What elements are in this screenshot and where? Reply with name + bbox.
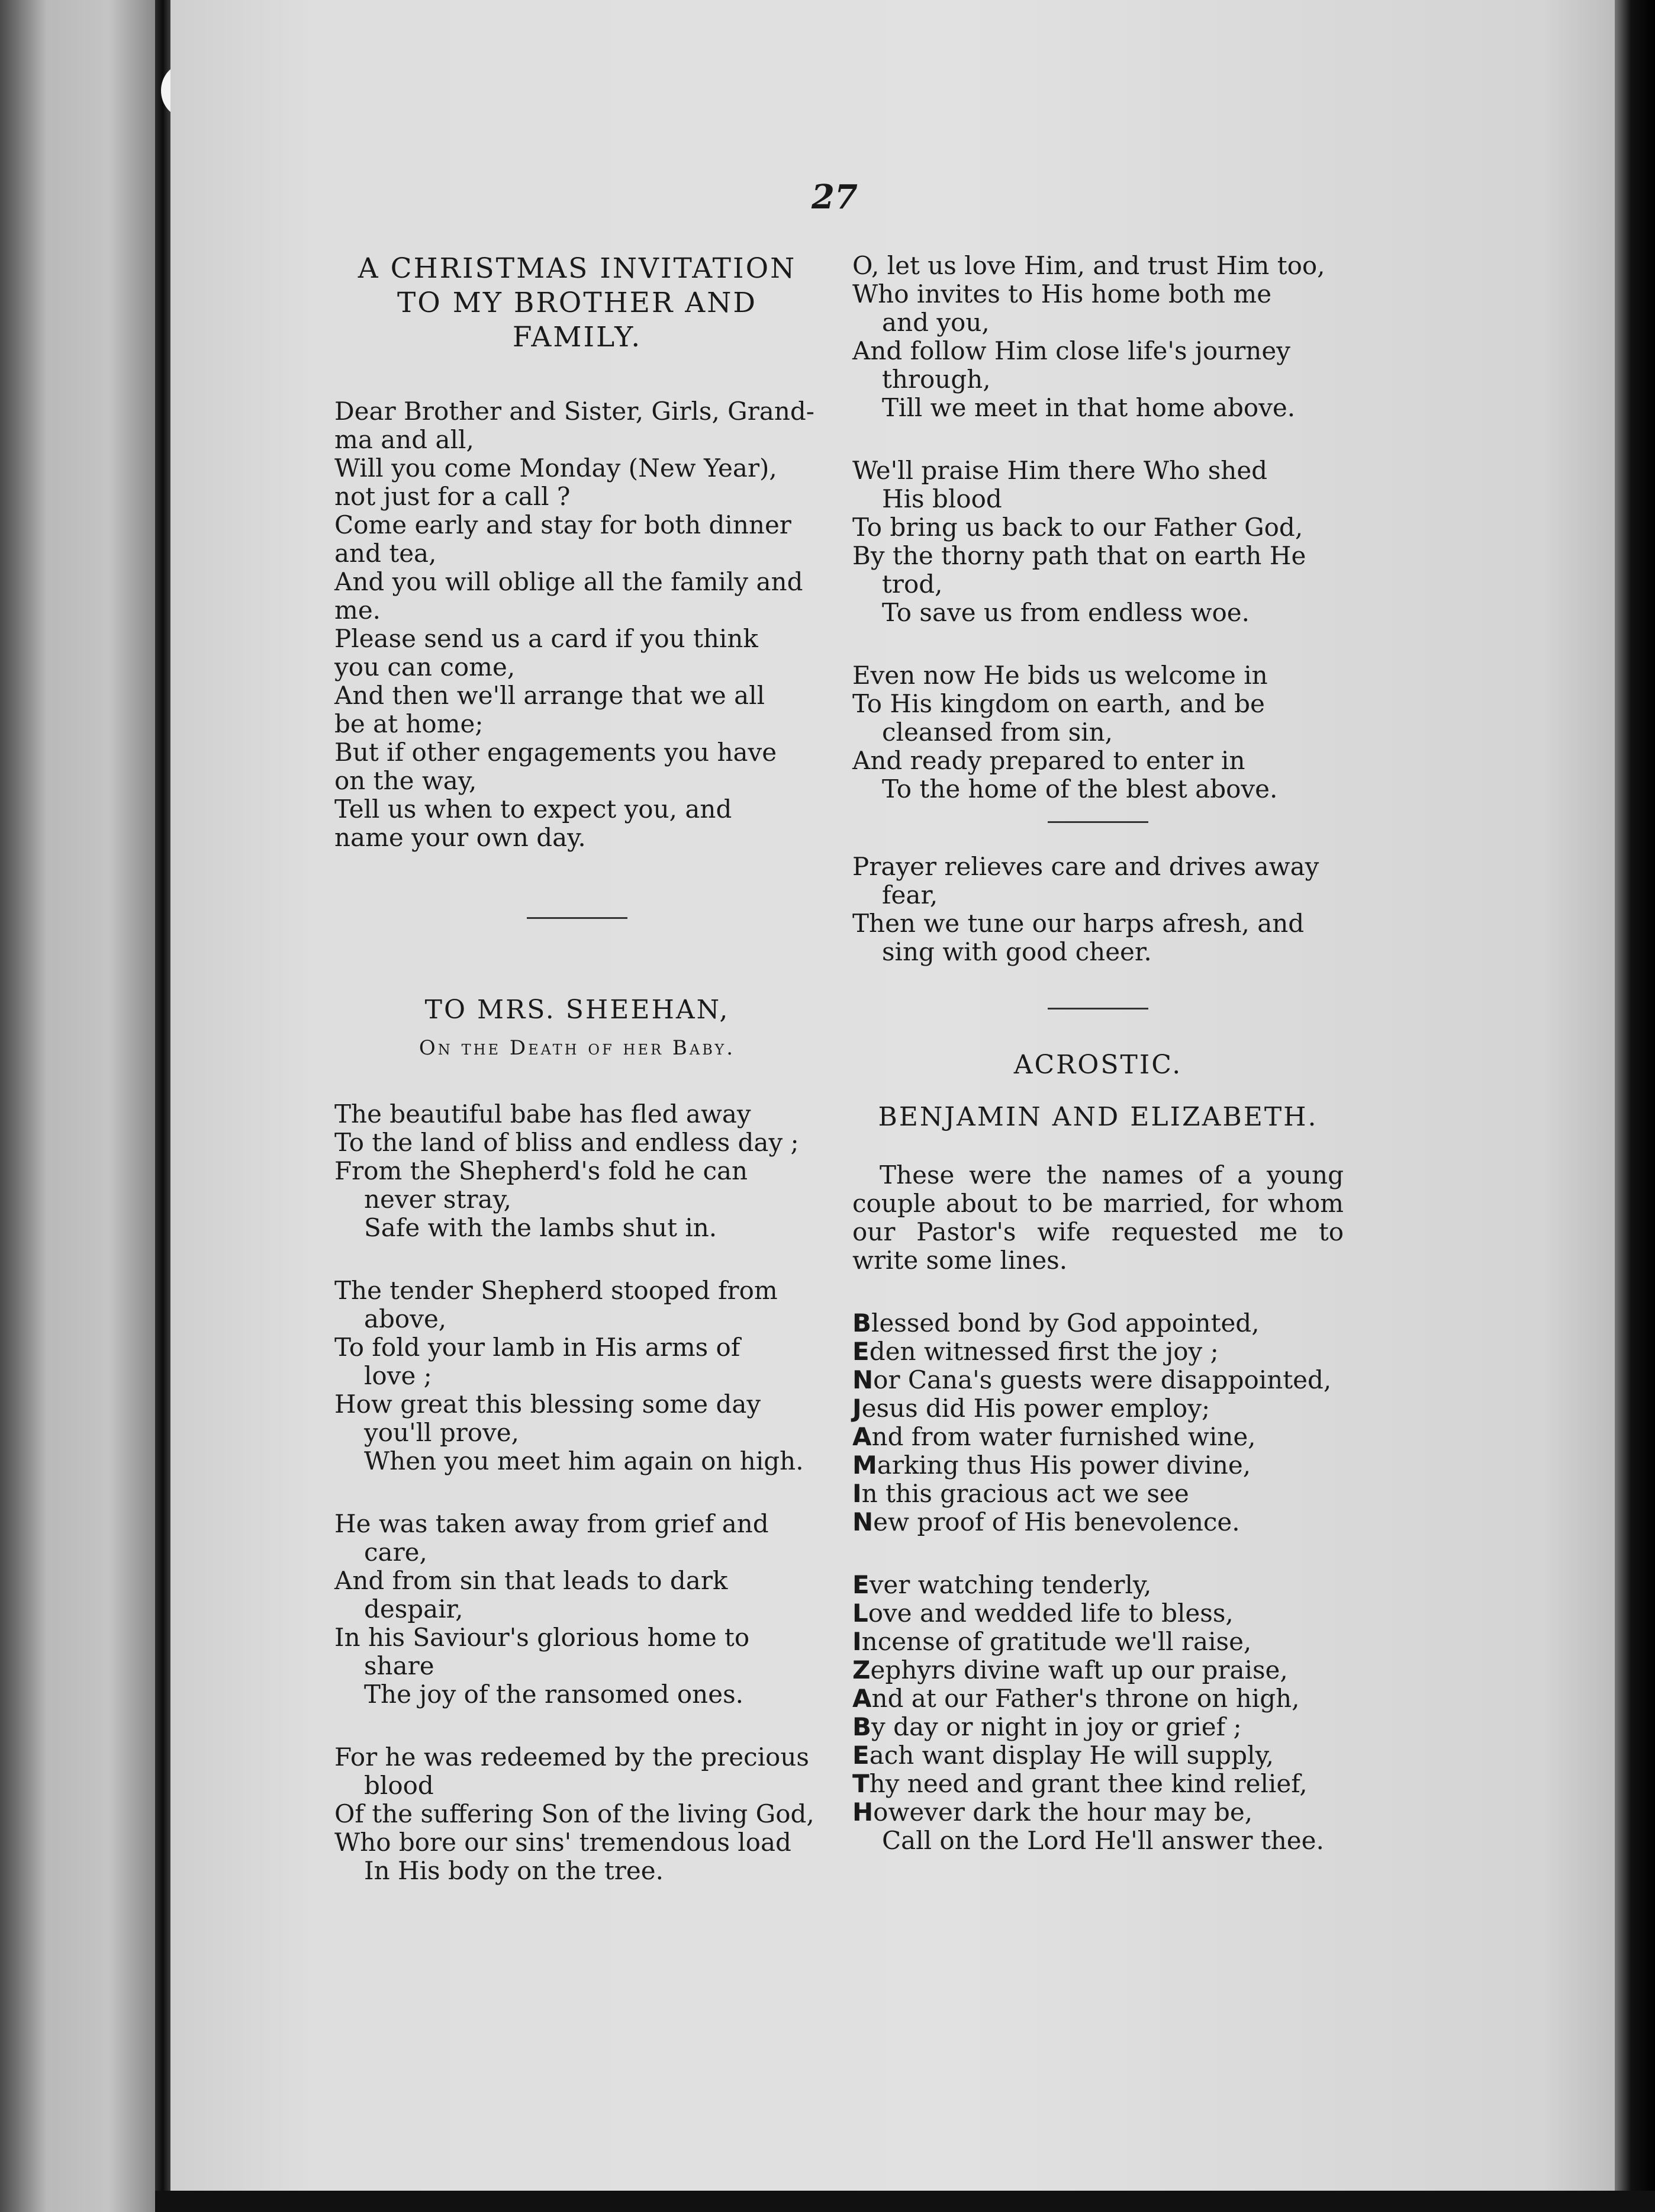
poem-line: When you meet him again on high. (364, 1446, 804, 1475)
acrostic-line: Blessed bond by God appointed, (852, 1308, 1260, 1338)
continued-stanza-2 (852, 456, 1344, 627)
prayer-couplet (852, 853, 1344, 966)
title-line: TO MY BROTHER AND (397, 287, 758, 319)
poem-line: How great this blessing some day (334, 1390, 761, 1419)
acrostic-closing-line: Call on the Lord He'll answer thee. (882, 1826, 1324, 1855)
acrostic-intro: These were the names of a young couple about to be married, for whom our Pastor's wife requested me to write some lines. (852, 1160, 1344, 1275)
acrostic-line: Incense of gratitude we'll raise, (852, 1627, 1252, 1656)
poem-line: Even now He bids us welcome in (852, 661, 1268, 690)
poem-line: To save us from endless woe. (882, 598, 1250, 627)
poem-line: And ready prepared to enter in (852, 746, 1245, 775)
poem-line: To bring us back to our Father God, (852, 513, 1303, 542)
poem-line: His blood (882, 484, 1002, 513)
poem-line: To fold your lamb in His arms of (334, 1333, 740, 1362)
acrostic-line: Nor Cana's guests were disappointed, (852, 1365, 1332, 1394)
acrostic-line: Each want display He will supply, (852, 1741, 1274, 1770)
poem-line: In His body on the tree. (364, 1856, 664, 1885)
sheehan-stanza-4 (334, 1743, 820, 1885)
acrostic-benjamin (852, 1309, 1344, 1536)
poem-line: Who invites to His home both me (852, 279, 1272, 308)
poem-line: ma and all, (334, 425, 474, 454)
poem-line: you can come, (334, 652, 516, 681)
poem-line: Then we tune our harps afresh, and (852, 909, 1305, 938)
poem-line: me. (334, 596, 381, 625)
acrostic-line: Love and wedded life to bless, (852, 1599, 1234, 1628)
poem-line: you'll prove, (364, 1418, 520, 1447)
continued-stanza-1 (852, 252, 1344, 422)
poem-line: From the Shepherd's fold he can (334, 1156, 748, 1185)
poem-line: Dear Brother and Sister, Girls, Grand- (334, 397, 814, 426)
acrostic-line: However dark the hour may be, (852, 1798, 1253, 1827)
poem-line: above, (364, 1304, 447, 1333)
left-column (334, 252, 820, 1885)
poem-line: To His kingdom on earth, and be (852, 689, 1265, 718)
poem-line: By the thorny path that on earth He (852, 541, 1306, 570)
poem-line: Safe with the lambs shut in. (364, 1213, 717, 1242)
poem-line: The joy of the ransomed ones. (364, 1680, 743, 1709)
poem-line: Who bore our sins' tremendous load (334, 1828, 791, 1857)
acrostic-line: By day or night in joy or grief ; (852, 1712, 1242, 1741)
poem-line: through, (882, 365, 991, 394)
poem-line: To the home of the blest above. (882, 774, 1278, 803)
right-page-edge (1615, 0, 1655, 2212)
poem-line: despair, (364, 1594, 463, 1623)
poem-line: Come early and stay for both dinner (334, 510, 791, 539)
acrostic-line: In this gracious act we see (852, 1479, 1189, 1508)
book-gutter (155, 0, 170, 2212)
poem-line: In his Saviour's glorious home to (334, 1623, 750, 1652)
acrostic-elizabeth (852, 1571, 1344, 1855)
poem-line: sing with good cheer. (882, 937, 1152, 966)
poem-line: care, (364, 1538, 427, 1567)
poem-line: And you will oblige all the family and (334, 567, 803, 596)
poem-line: And from sin that leads to dark (334, 1566, 728, 1595)
acrostic-line: Marking thus His power divine, (852, 1451, 1251, 1480)
poem-line: Will you come Monday (New Year), (334, 454, 777, 483)
poem-line: be at home; (334, 709, 484, 738)
acrostic-line: And at our Father's throne on high, (852, 1684, 1300, 1713)
poem-line: on the way, (334, 766, 477, 795)
poem-line: And then we'll arrange that we all (334, 681, 765, 710)
right-column (852, 252, 1344, 1855)
continued-stanza-3 (852, 661, 1344, 803)
poem-line: Tell us when to expect you, and (334, 795, 732, 824)
poem-line: blood (364, 1771, 434, 1800)
poem-line: Prayer relieves care and drives away (852, 852, 1319, 881)
poem-line: not just for a call ? (334, 482, 571, 511)
poem-line: and you, (882, 308, 990, 337)
poem-line: For he was redeemed by the precious (334, 1742, 809, 1771)
poem-line: But if other engagements you have (334, 738, 777, 767)
poem-line: name your own day. (334, 823, 586, 852)
poem-line: Till we meet in that home above. (882, 393, 1296, 422)
acrostic-line: Thy need and grant thee kind relief, (852, 1769, 1308, 1798)
title-line: FAMILY. (512, 321, 642, 353)
acrostic-subtitle: BENJAMIN AND ELIZABETH. (878, 1102, 1318, 1132)
acrostic-title: ACROSTIC. (1013, 1050, 1183, 1080)
poem-line: and tea, (334, 539, 437, 568)
sheehan-title: TO MRS. SHEEHAN, (424, 995, 730, 1025)
acrostic-line: Ever watching tenderly, (852, 1570, 1152, 1599)
sheehan-stanza-1 (334, 1100, 820, 1242)
poem-line: The beautiful babe has fled away (334, 1099, 751, 1128)
christmas-invitation-poem (334, 397, 820, 852)
previous-page-edge (0, 0, 155, 2212)
poem-line: He was taken away from grief and (334, 1509, 769, 1538)
poem-line: Of the suffering Son of the living God, (334, 1799, 814, 1828)
poem-line: trod, (882, 570, 943, 599)
poem-line: share (364, 1651, 434, 1680)
acrostic-line: New proof of His benevolence. (852, 1507, 1240, 1536)
sheehan-stanza-2 (334, 1277, 820, 1475)
poem-line: And follow Him close life's journey (852, 336, 1290, 365)
bottom-page-edge (155, 2191, 1655, 2212)
poem-line: We'll praise Him there Who shed (852, 456, 1268, 485)
page-number: 27 (812, 178, 858, 217)
sheehan-stanza-3 (334, 1510, 820, 1709)
poem-line: love ; (364, 1361, 432, 1390)
sheehan-subtitle: On the Death of her Baby. (418, 1036, 736, 1060)
acrostic-line: Jesus did His power employ; (852, 1394, 1210, 1423)
poem-line: O, let us love Him, and trust Him too, (852, 251, 1325, 280)
poem-line: never stray, (364, 1185, 511, 1214)
poem-line: The tender Shepherd stooped from (334, 1276, 778, 1305)
poem-line: cleansed from sin, (882, 718, 1113, 747)
poem-line: fear, (882, 880, 938, 909)
acrostic-line: And from water furnished wine, (852, 1422, 1256, 1451)
poem-line: To the land of bliss and endless day ; (334, 1128, 799, 1157)
title-line: A CHRISTMAS INVITATION (358, 252, 797, 285)
acrostic-line: Zephyrs divine waft up our praise, (852, 1655, 1288, 1684)
christmas-invitation-title (334, 252, 820, 355)
acrostic-line: Eden witnessed first the joy ; (852, 1337, 1219, 1366)
poem-line: Please send us a card if you think (334, 624, 758, 653)
